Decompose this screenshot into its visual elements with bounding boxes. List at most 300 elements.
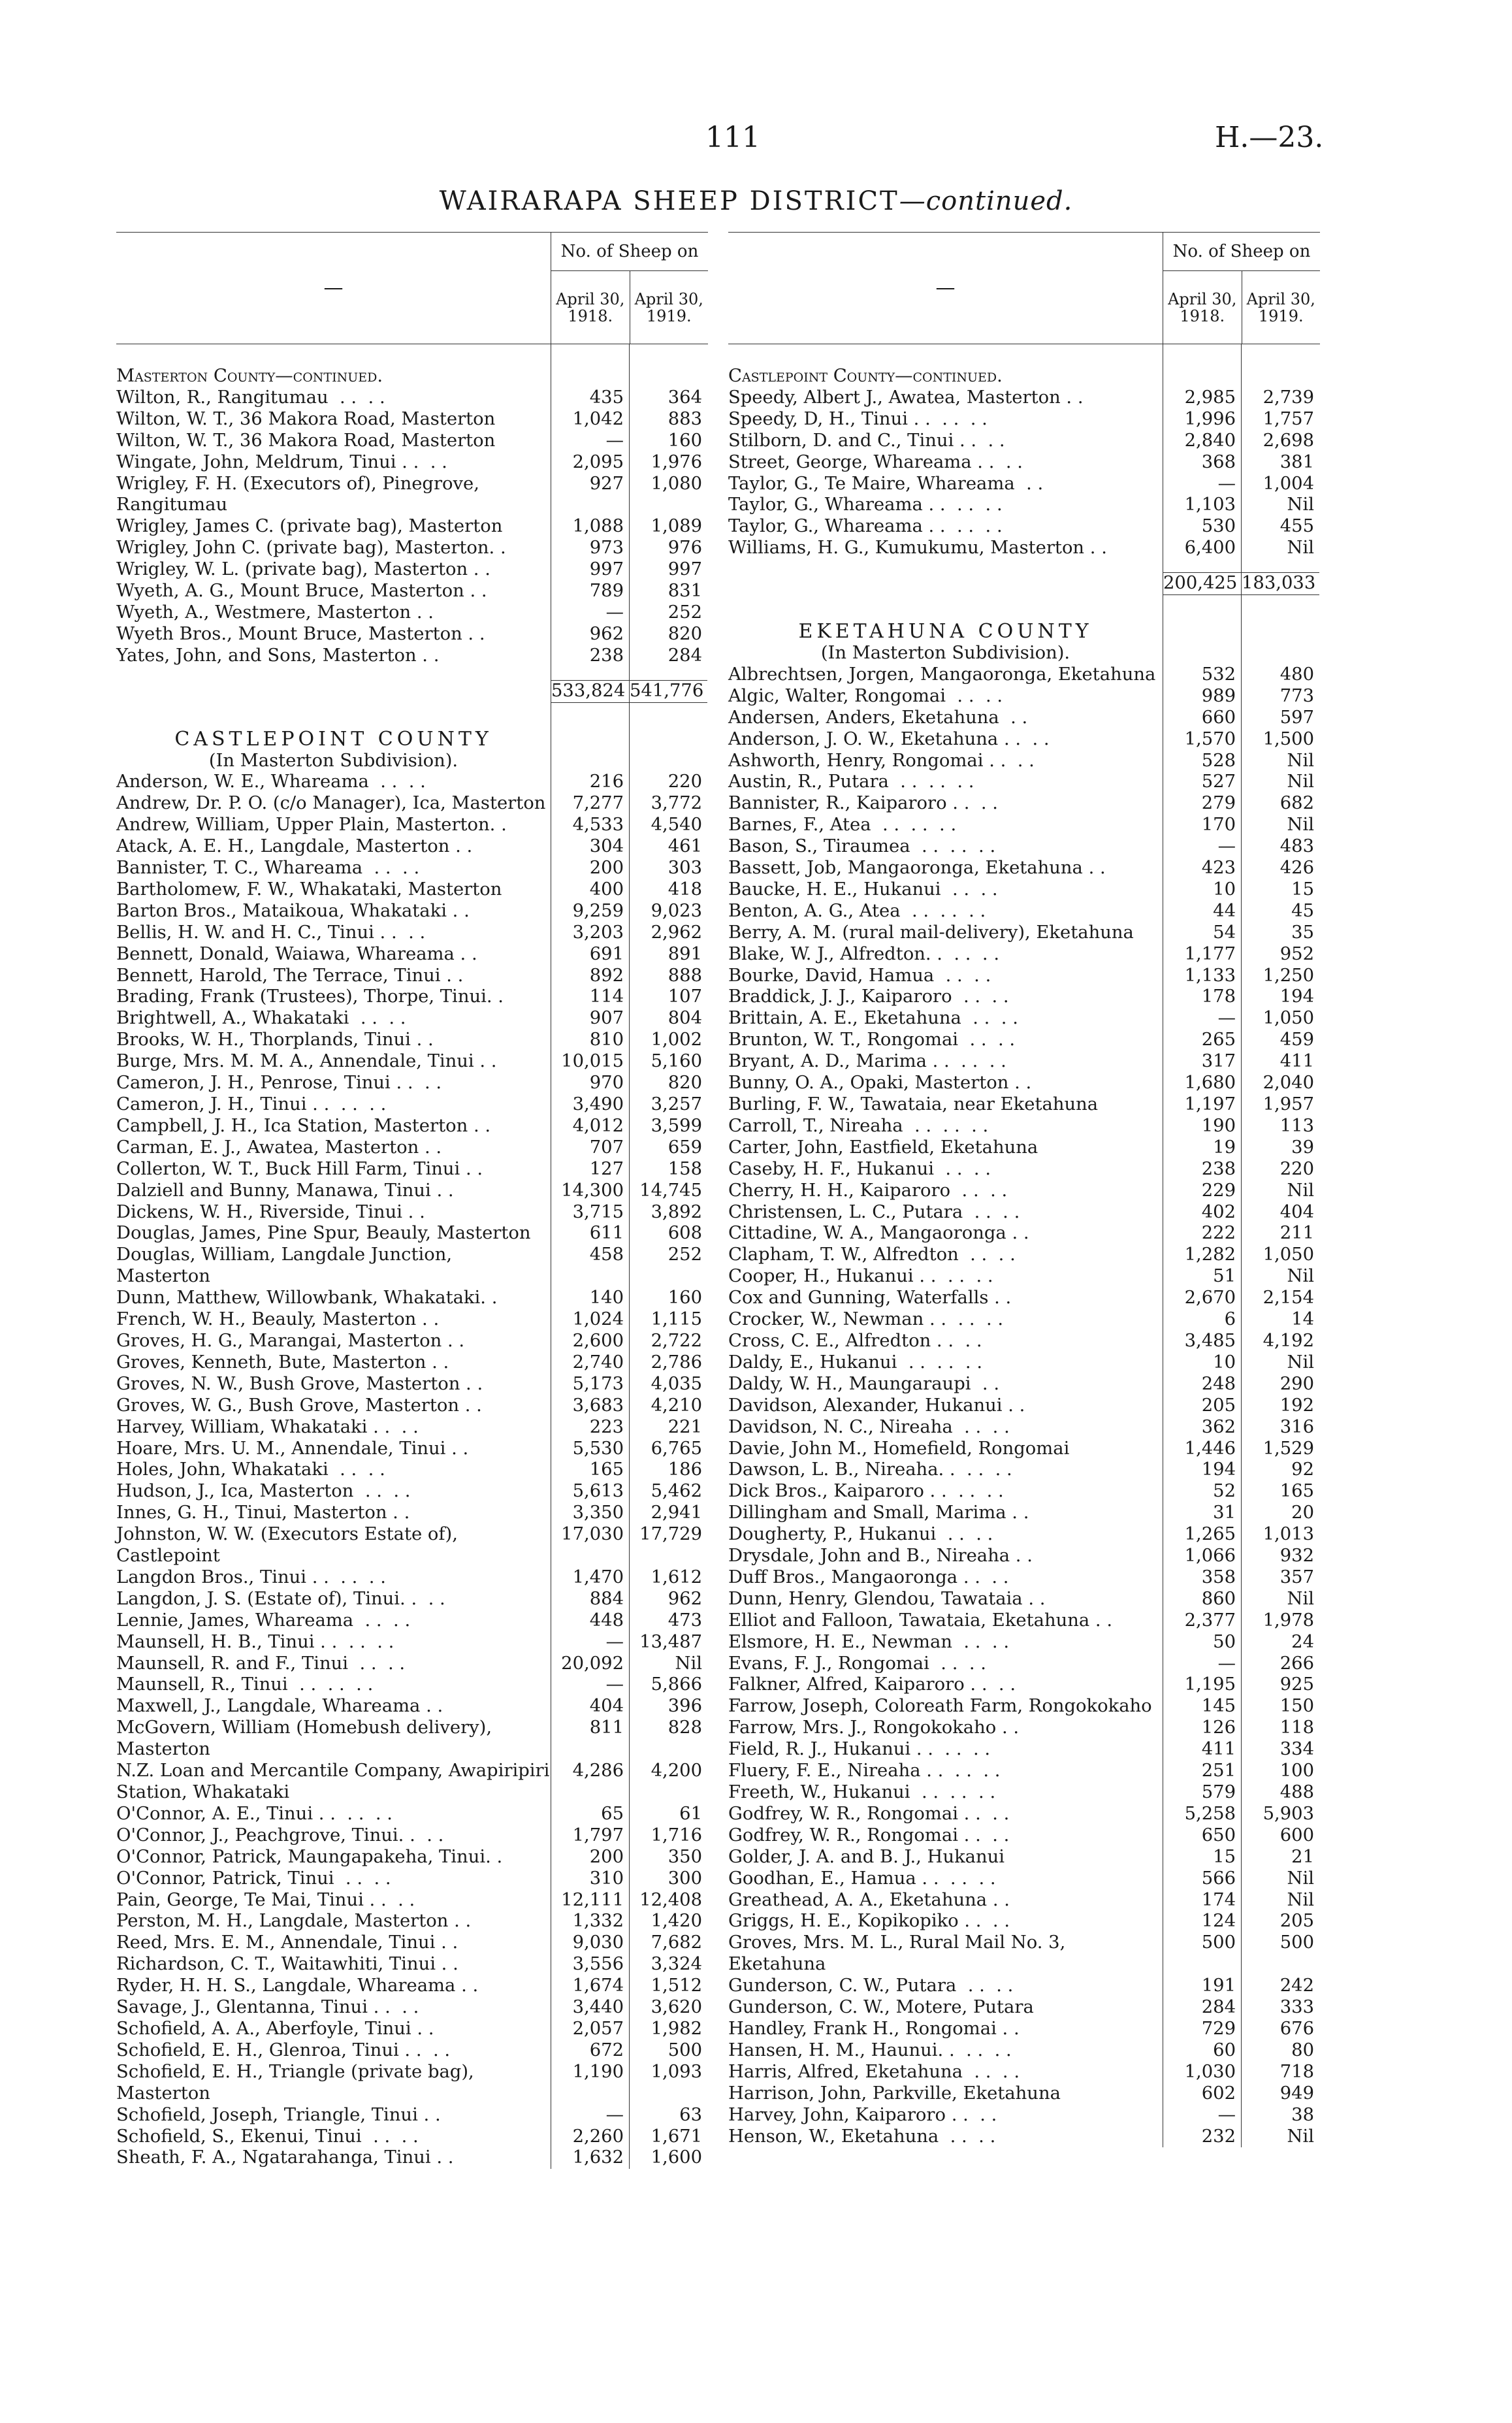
sheep-1919: 600 bbox=[1241, 1825, 1319, 1847]
sheep-1919: 158 bbox=[629, 1159, 707, 1180]
total-label bbox=[116, 680, 551, 703]
table-row bbox=[728, 431, 1320, 452]
owner-name: Clapham, T. W., Alfredton . . . . bbox=[728, 1244, 1016, 1265]
sheep-1919: 2,698 bbox=[1241, 431, 1319, 452]
blank-cell bbox=[1241, 344, 1319, 387]
header-col-1918: April 30, 1918. bbox=[556, 289, 625, 325]
sheep-1919: 5,462 bbox=[629, 1481, 707, 1503]
table-row bbox=[728, 2062, 1320, 2083]
sheep-1919: 242 bbox=[1241, 1976, 1319, 1997]
sheep-1918: 238 bbox=[1163, 1159, 1241, 1180]
table-row bbox=[116, 1890, 708, 1911]
owner-name: Harvey, John, Kaiparoro . . . . bbox=[728, 2104, 997, 2125]
owner-name: Wrigley, John C. (private bag), Masterton. . bbox=[116, 538, 506, 559]
blank-cell bbox=[1163, 643, 1241, 664]
sheep-1919: 500 bbox=[1241, 1932, 1319, 1976]
table-row bbox=[728, 944, 1320, 966]
sheep-1918: 248 bbox=[1163, 1374, 1241, 1395]
sheep-1918: 400 bbox=[551, 879, 629, 901]
sheep-1918: 279 bbox=[1163, 793, 1241, 815]
subdivision-label: (In Masterton Subdivision). bbox=[820, 642, 1070, 663]
owner-name: Goodhan, E., Hamua . . . . . . bbox=[728, 1868, 996, 1889]
sheep-1919: 597 bbox=[1241, 707, 1319, 729]
sheep-1919: 7,682 bbox=[629, 1932, 707, 1954]
owner-name: Falkner, Alfred, Kaiparoro . . . . bbox=[728, 1674, 1016, 1695]
sheep-1918: 165 bbox=[551, 1459, 629, 1481]
owner-name: Christensen, L. C., Putara . . . . bbox=[728, 1201, 1020, 1222]
title-continued: —continued. bbox=[899, 186, 1073, 216]
table-row bbox=[116, 1976, 708, 1997]
sheep-1918: 50 bbox=[1163, 1632, 1241, 1653]
sheep-1919: 5,866 bbox=[629, 1674, 707, 1696]
sheep-1919: 1,420 bbox=[629, 1911, 707, 1932]
owner-name: Wyeth, A., Westmere, Masterton . . bbox=[116, 602, 434, 623]
owner-name: O'Connor, Patrick, Maungapakeha, Tinui. . bbox=[116, 1846, 503, 1867]
owner-name: Albrechtsen, Jorgen, Mangaoronga, Eketahuna bbox=[728, 664, 1156, 685]
table-row bbox=[728, 751, 1320, 772]
table-row bbox=[116, 944, 708, 966]
table-row bbox=[728, 815, 1320, 836]
sheep-1919: 1,716 bbox=[629, 1825, 707, 1847]
sheep-1918: 145 bbox=[1163, 1696, 1241, 1717]
sheep-1919: 6,765 bbox=[629, 1439, 707, 1460]
sheep-1919: 118 bbox=[1241, 1717, 1319, 1739]
table-row bbox=[116, 2040, 708, 2062]
table-row bbox=[728, 1546, 1320, 1567]
sheep-1919: 997 bbox=[629, 559, 707, 581]
sheep-1918: 423 bbox=[1163, 858, 1241, 879]
table-row bbox=[728, 1374, 1320, 1395]
sheep-1919: 1,976 bbox=[629, 452, 707, 474]
table-row bbox=[116, 1653, 708, 1675]
sheep-1919: 4,035 bbox=[629, 1374, 707, 1395]
sheep-1919: 1,500 bbox=[1241, 729, 1319, 751]
sheep-1918: 124 bbox=[1163, 1911, 1241, 1932]
subdivision-row bbox=[728, 643, 1320, 664]
sheep-1918: 1,042 bbox=[551, 409, 629, 431]
sheep-1918: 973 bbox=[551, 538, 629, 559]
sheep-1919: 2,739 bbox=[1241, 387, 1319, 409]
sheep-1918: — bbox=[551, 1632, 629, 1653]
table-row bbox=[116, 986, 708, 1008]
sheep-1919: 925 bbox=[1241, 1674, 1319, 1696]
sheep-1918: 2,600 bbox=[551, 1331, 629, 1352]
sheep-1919: 20 bbox=[1241, 1503, 1319, 1524]
table-row bbox=[728, 1481, 1320, 1503]
table-row bbox=[728, 1288, 1320, 1309]
sheep-1918: 3,485 bbox=[1163, 1331, 1241, 1352]
sheep-1919: 488 bbox=[1241, 1782, 1319, 1804]
owner-name: Braddick, J. J., Kaiparoro . . . . bbox=[728, 986, 1009, 1007]
sheep-1919: 831 bbox=[629, 581, 707, 602]
table-row bbox=[728, 1309, 1320, 1331]
sheep-1918: 54 bbox=[1163, 922, 1241, 944]
table-row bbox=[728, 1094, 1320, 1116]
sheep-1918: 114 bbox=[551, 986, 629, 1008]
page-title bbox=[0, 186, 1512, 216]
sheep-1919: 14,745 bbox=[629, 1180, 707, 1202]
table-row bbox=[116, 815, 708, 836]
header-col-1919: April 30, 1919. bbox=[1242, 271, 1321, 344]
sheep-1919: 455 bbox=[1241, 516, 1319, 538]
sheep-1918: 3,440 bbox=[551, 1997, 629, 2019]
table-row bbox=[116, 1395, 708, 1417]
owner-name: Bellis, H. W. and H. C., Tinui . . . . bbox=[116, 922, 426, 943]
sheep-1919: 220 bbox=[629, 772, 707, 793]
sheep-1918: 1,674 bbox=[551, 1976, 629, 1997]
owner-name: Collerton, W. T., Buck Hill Farm, Tinui . . bbox=[116, 1158, 483, 1179]
table-row bbox=[116, 858, 708, 879]
sheep-1919: 2,962 bbox=[629, 922, 707, 944]
sheep-1919: 1,002 bbox=[629, 1030, 707, 1051]
table-row bbox=[116, 1352, 708, 1374]
sheep-1919: Nil bbox=[1241, 1890, 1319, 1911]
table-row bbox=[728, 1674, 1320, 1696]
sheep-1918: 579 bbox=[1163, 1782, 1241, 1804]
spacer bbox=[116, 667, 551, 680]
table-row bbox=[116, 1244, 708, 1288]
sheep-1918: 3,203 bbox=[551, 922, 629, 944]
sheep-1918: — bbox=[551, 2105, 629, 2126]
sheep-1919: 2,154 bbox=[1241, 1288, 1319, 1309]
sheep-1918: 1,470 bbox=[551, 1567, 629, 1589]
owner-name: Groves, Mrs. M. L., Rural Mail No. 3, Eketahuna bbox=[728, 1932, 1071, 1975]
owner-name: Dick Bros., Kaiparoro . . . . . . bbox=[728, 1481, 1004, 1502]
sheep-1918: 317 bbox=[1163, 1051, 1241, 1073]
sheep-1919: 1,671 bbox=[629, 2126, 707, 2148]
table-row bbox=[116, 1717, 708, 1761]
table-row bbox=[116, 922, 708, 944]
sheep-1919: 63 bbox=[629, 2105, 707, 2126]
owner-name: Yates, John, and Sons, Masterton . . bbox=[116, 645, 440, 666]
sheep-1918: 178 bbox=[1163, 986, 1241, 1008]
owner-name: Berry, A. M. (rural mail-delivery), Eketahuna bbox=[728, 922, 1134, 943]
owner-name: Davidson, N. C., Nireaha . . . . bbox=[728, 1416, 1010, 1437]
table-row bbox=[116, 1932, 708, 1954]
sheep-1919: 150 bbox=[1241, 1696, 1319, 1717]
blank-cell bbox=[551, 344, 629, 387]
sheep-1919: 962 bbox=[629, 1589, 707, 1610]
table-row bbox=[116, 1374, 708, 1395]
table-row bbox=[728, 1589, 1320, 1610]
owner-name: Hansen, H. M., Haunui. . . . . . bbox=[728, 2040, 1012, 2060]
owner-name: Wrigley, James C. (private bag), Masterton bbox=[116, 516, 503, 537]
owner-name: Andrew, William, Upper Plain, Masterton. . bbox=[116, 815, 507, 836]
owner-name: Harvey, William, Whakataki . . . . bbox=[116, 1416, 419, 1437]
owner-name: Innes, G. H., Tinui, Masterton . . bbox=[116, 1503, 410, 1523]
owner-name: Ashworth, Henry, Rongomai . . . . bbox=[728, 750, 1035, 771]
sheep-1919: 1,978 bbox=[1241, 1610, 1319, 1632]
sheep-1918: 448 bbox=[551, 1610, 629, 1632]
sheep-1919: 165 bbox=[1241, 1481, 1319, 1503]
owner-name: Greathead, A. A., Eketahuna . . bbox=[728, 1889, 1010, 1910]
sheep-1919: 396 bbox=[629, 1696, 707, 1717]
sheep-1919: 718 bbox=[1241, 2062, 1319, 2083]
sheep-1918: 358 bbox=[1163, 1567, 1241, 1589]
sheep-1918: 229 bbox=[1163, 1180, 1241, 1202]
owner-name: Elsmore, H. E., Newman . . . . bbox=[728, 1631, 1010, 1652]
sheep-1919: 976 bbox=[629, 538, 707, 559]
table-row bbox=[116, 452, 708, 474]
sheep-1919: 39 bbox=[1241, 1137, 1319, 1159]
owner-name: Cameron, J. H., Tinui . . . . . . bbox=[116, 1094, 387, 1114]
sheep-1919: 303 bbox=[629, 858, 707, 879]
sheep-1919: 500 bbox=[629, 2040, 707, 2062]
blank-cell bbox=[1241, 643, 1319, 664]
table-row bbox=[116, 1309, 708, 1331]
sheep-1919: 17,729 bbox=[629, 1524, 707, 1567]
owner-name: Speedy, Albert J., Awatea, Masterton . . bbox=[728, 387, 1084, 408]
owner-name: Campbell, J. H., Ica Station, Masterton . . bbox=[116, 1115, 491, 1136]
table-row bbox=[116, 645, 708, 667]
owner-name: Street, George, Whareama . . . . bbox=[728, 451, 1023, 472]
sheep-1919: Nil bbox=[1241, 751, 1319, 772]
owner-name: Bannister, T. C., Whareama . . . . bbox=[116, 858, 420, 879]
sheep-1918: 310 bbox=[551, 1868, 629, 1890]
sheep-1918: 265 bbox=[1163, 1030, 1241, 1051]
sheep-1919: 61 bbox=[629, 1804, 707, 1825]
owner-name: Langdon, J. S. (Estate of), Tinui. . . . bbox=[116, 1588, 445, 1609]
table-row bbox=[728, 729, 1320, 751]
owner-name: Dillingham and Small, Marima . . bbox=[728, 1503, 1029, 1523]
table-row bbox=[728, 1395, 1320, 1417]
owner-name: Schofield, S., Ekenui, Tinui . . . . bbox=[116, 2126, 419, 2147]
table-row bbox=[728, 495, 1320, 516]
owner-name: Groves, Kenneth, Bute, Masterton . . bbox=[116, 1352, 449, 1373]
owner-name: Taylor, G., Whareama . . . . . . bbox=[728, 495, 1003, 515]
sheep-1919: 1,982 bbox=[629, 2019, 707, 2040]
sheep-1918: — bbox=[1163, 836, 1241, 858]
owner-name: Freeth, W., Hukanui . . . . . . bbox=[728, 1782, 996, 1802]
table-row bbox=[116, 624, 708, 645]
table-row bbox=[116, 1030, 708, 1051]
owner-name: Harris, Alfred, Eketahuna . . . . bbox=[728, 2061, 1020, 2082]
table-row bbox=[116, 1997, 708, 2019]
sheep-1919: 5,160 bbox=[629, 1051, 707, 1073]
sheep-1918: 1,996 bbox=[1163, 409, 1241, 431]
sheep-1918: 2,985 bbox=[1163, 387, 1241, 409]
owner-name: Cameron, J. H., Penrose, Tinui . . . . bbox=[116, 1073, 442, 1094]
sheep-1918: 1,066 bbox=[1163, 1546, 1241, 1567]
sheep-1919: 891 bbox=[629, 944, 707, 966]
owner-name: Atack, A. E. H., Langdale, Masterton . . bbox=[116, 836, 473, 857]
sheep-1918: 44 bbox=[1163, 901, 1241, 922]
owner-name: Maunsell, H. B., Tinui . . . . . . bbox=[116, 1631, 394, 1652]
sheep-1919: 9,023 bbox=[629, 901, 707, 922]
sheep-1918: 1,088 bbox=[551, 516, 629, 538]
sheep-1918: 170 bbox=[1163, 815, 1241, 836]
sheep-1919: 300 bbox=[629, 1868, 707, 1890]
table-row bbox=[116, 1911, 708, 1932]
sheep-1919: 459 bbox=[1241, 1030, 1319, 1051]
sheep-1919: 205 bbox=[1241, 1911, 1319, 1932]
table-row bbox=[116, 538, 708, 559]
owner-name: Bennett, Donald, Waiawa, Whareama . . bbox=[116, 943, 477, 964]
sheep-1918: 3,715 bbox=[551, 1202, 629, 1224]
sheep-1919: 3,620 bbox=[629, 1997, 707, 2019]
sheep-1919: 1,529 bbox=[1241, 1439, 1319, 1460]
sheep-1918: 3,490 bbox=[551, 1094, 629, 1116]
sheep-1918: 368 bbox=[1163, 452, 1241, 474]
sheep-1919: 473 bbox=[629, 1610, 707, 1632]
owner-name: Holes, John, Whakataki . . . . bbox=[116, 1459, 385, 1480]
table-row bbox=[116, 1804, 708, 1825]
table-row bbox=[116, 1417, 708, 1439]
sheep-1918: 411 bbox=[1163, 1739, 1241, 1761]
sheep-1918: 362 bbox=[1163, 1417, 1241, 1439]
owner-name: Baucke, H. E., Hukanui . . . . bbox=[728, 879, 998, 900]
sheep-1918: 672 bbox=[551, 2040, 629, 2062]
total-label bbox=[728, 572, 1163, 595]
header-group-title: No. of Sheep on bbox=[1163, 233, 1320, 271]
owner-name: Carroll, T., Nireaha . . . . . . bbox=[728, 1115, 989, 1136]
sheep-1919: 659 bbox=[629, 1137, 707, 1159]
table-row bbox=[116, 1159, 708, 1180]
spacer-row bbox=[116, 667, 708, 680]
table-row bbox=[728, 2105, 1320, 2126]
owner-name: Dalziell and Bunny, Manawa, Tinui . . bbox=[116, 1180, 454, 1201]
sheep-1919: 1,957 bbox=[1241, 1094, 1319, 1116]
sheep-1919: 364 bbox=[629, 387, 707, 409]
owner-name: Dougherty, P., Hukanui . . . . bbox=[728, 1524, 993, 1545]
sheep-1918: 650 bbox=[1163, 1825, 1241, 1847]
owner-name: Cox and Gunning, Waterfalls . . bbox=[728, 1288, 1012, 1309]
sheep-1919: 480 bbox=[1241, 664, 1319, 686]
table-row bbox=[116, 1180, 708, 1202]
table-row bbox=[728, 1030, 1320, 1051]
sheep-1919: 1,004 bbox=[1241, 474, 1319, 495]
sheep-1918: 970 bbox=[551, 1073, 629, 1094]
sheep-1919: Nil bbox=[1241, 815, 1319, 836]
owner-name: Anderson, W. E., Whareama . . . . bbox=[116, 772, 426, 792]
table-row bbox=[116, 1610, 708, 1632]
table-row bbox=[116, 2105, 708, 2126]
sheep-1919: 1,013 bbox=[1241, 1524, 1319, 1546]
page-number: 111 bbox=[705, 121, 760, 154]
table-row bbox=[728, 2019, 1320, 2040]
sheep-1919: 107 bbox=[629, 986, 707, 1008]
owner-name: Andrew, Dr. P. O. (c/o Manager), Ica, Masterton bbox=[116, 793, 546, 814]
blank-cell bbox=[1163, 344, 1241, 387]
table-row bbox=[116, 901, 708, 922]
owner-name: Douglas, William, Langdale Junction, Masterton bbox=[116, 1244, 458, 1287]
owner-name: Daldy, W. H., Maungaraupi . . bbox=[728, 1373, 1000, 1394]
sheep-1918: 3,350 bbox=[551, 1503, 629, 1524]
sheep-1918: 200 bbox=[551, 1847, 629, 1868]
sheep-1919: 194 bbox=[1241, 986, 1319, 1008]
sheep-1919: 381 bbox=[1241, 452, 1319, 474]
sheep-1919: 3,892 bbox=[629, 1202, 707, 1224]
table-row bbox=[728, 1932, 1320, 1976]
sheep-1918: 60 bbox=[1163, 2040, 1241, 2062]
sheep-1918: — bbox=[1163, 1008, 1241, 1030]
table-row bbox=[116, 966, 708, 987]
owner-name: Hoare, Mrs. U. M., Annendale, Tinui . . bbox=[116, 1438, 469, 1459]
sheep-1919: 1,512 bbox=[629, 1976, 707, 1997]
sheep-1918: 126 bbox=[1163, 1717, 1241, 1739]
sheep-1918: — bbox=[551, 1674, 629, 1696]
table-row bbox=[728, 1051, 1320, 1073]
sheep-1919: 1,600 bbox=[629, 2147, 707, 2169]
owner-name: Barnes, F., Atea . . . . . . bbox=[728, 815, 957, 836]
table-row bbox=[728, 1459, 1320, 1481]
sheep-1919: 1,757 bbox=[1241, 409, 1319, 431]
sheep-1918: 527 bbox=[1163, 772, 1241, 793]
table-row bbox=[116, 1137, 708, 1159]
section-heading: Castlepoint County—continued. bbox=[728, 366, 1003, 386]
sheep-1918: 12,111 bbox=[551, 1890, 629, 1911]
sheep-1919: Nil bbox=[1241, 1180, 1319, 1202]
sheep-1918: 1,570 bbox=[1163, 729, 1241, 751]
table-row bbox=[728, 2040, 1320, 2062]
sheep-1918: 2,377 bbox=[1163, 1610, 1241, 1632]
sheep-1918: 4,012 bbox=[551, 1116, 629, 1137]
table-row bbox=[728, 2126, 1320, 2148]
sheep-1918: 989 bbox=[1163, 686, 1241, 707]
sheep-1918: 811 bbox=[551, 1717, 629, 1761]
owner-name: Evans, F. J., Rongomai . . . . bbox=[728, 1653, 986, 1674]
sheep-1918: 2,260 bbox=[551, 2126, 629, 2148]
sheep-1918: 5,613 bbox=[551, 1481, 629, 1503]
sheep-1918: 5,173 bbox=[551, 1374, 629, 1395]
table-row bbox=[728, 1653, 1320, 1675]
table-row bbox=[728, 1868, 1320, 1890]
owner-name: Handley, Frank H., Rongomai . . bbox=[728, 2018, 1020, 2039]
owner-name: Elliot and Falloon, Tawataia, Eketahuna . . bbox=[728, 1610, 1113, 1631]
owner-name: Pain, George, Te Mai, Tinui . . . . bbox=[116, 1889, 415, 1910]
sheep-1919: 5,903 bbox=[1241, 1804, 1319, 1825]
owner-name: Perston, M. H., Langdale, Masterton . . bbox=[116, 1911, 472, 1932]
owner-name: Maunsell, R. and F., Tinui . . . . bbox=[116, 1653, 406, 1674]
sheep-1919: 35 bbox=[1241, 922, 1319, 944]
sheep-1918: 10,015 bbox=[551, 1051, 629, 1073]
sheep-1919: 3,772 bbox=[629, 793, 707, 815]
spacer bbox=[551, 667, 629, 680]
blank-cell bbox=[1163, 595, 1241, 643]
subdivision-row bbox=[116, 751, 708, 772]
sheep-1919: 949 bbox=[1241, 2083, 1319, 2105]
owner-name: Godfrey, W. R., Rongomai . . . . bbox=[728, 1803, 1010, 1824]
table-row bbox=[728, 966, 1320, 987]
sheep-1919: 221 bbox=[629, 1417, 707, 1439]
owner-name: Field, R. J., Hukanui . . . . . . bbox=[728, 1739, 991, 1760]
sheep-1919: Nil bbox=[1241, 1589, 1319, 1610]
table-row bbox=[116, 1481, 708, 1503]
table-row bbox=[728, 1223, 1320, 1244]
sheep-1919: Nil bbox=[1241, 2126, 1319, 2148]
owner-name: O'Connor, Patrick, Tinui . . . . bbox=[116, 1868, 391, 1889]
sheep-1919: 2,786 bbox=[629, 1352, 707, 1374]
sheep-1919: 266 bbox=[1241, 1653, 1319, 1675]
sheep-1919: 3,599 bbox=[629, 1116, 707, 1137]
sheep-1919: 113 bbox=[1241, 1116, 1319, 1137]
table-row bbox=[728, 1997, 1320, 2019]
sheep-1919: 38 bbox=[1241, 2105, 1319, 2126]
sheep-1918: 404 bbox=[551, 1696, 629, 1717]
table-row bbox=[116, 2062, 708, 2105]
owner-name: Langdon Bros., Tinui . . . . . . bbox=[116, 1567, 386, 1587]
sheep-1919: 4,192 bbox=[1241, 1331, 1319, 1352]
owner-name: Schofield, E. H., Triangle (private bag), Masterton bbox=[116, 2061, 480, 2104]
owner-name: Speedy, D, H., Tinui . . . . . . bbox=[728, 408, 988, 429]
owner-name: Davie, John M., Homefield, Rongomai bbox=[728, 1438, 1070, 1459]
right-column bbox=[728, 232, 1320, 2147]
owner-name: Griggs, H. E., Kopikopiko . . . . bbox=[728, 1911, 1010, 1932]
sheep-1919: 820 bbox=[629, 624, 707, 645]
sheep-1919: 418 bbox=[629, 879, 707, 901]
owner-name: Godfrey, W. R., Rongomai . . . . bbox=[728, 1825, 1010, 1846]
sheep-1918: 1,332 bbox=[551, 1911, 629, 1932]
